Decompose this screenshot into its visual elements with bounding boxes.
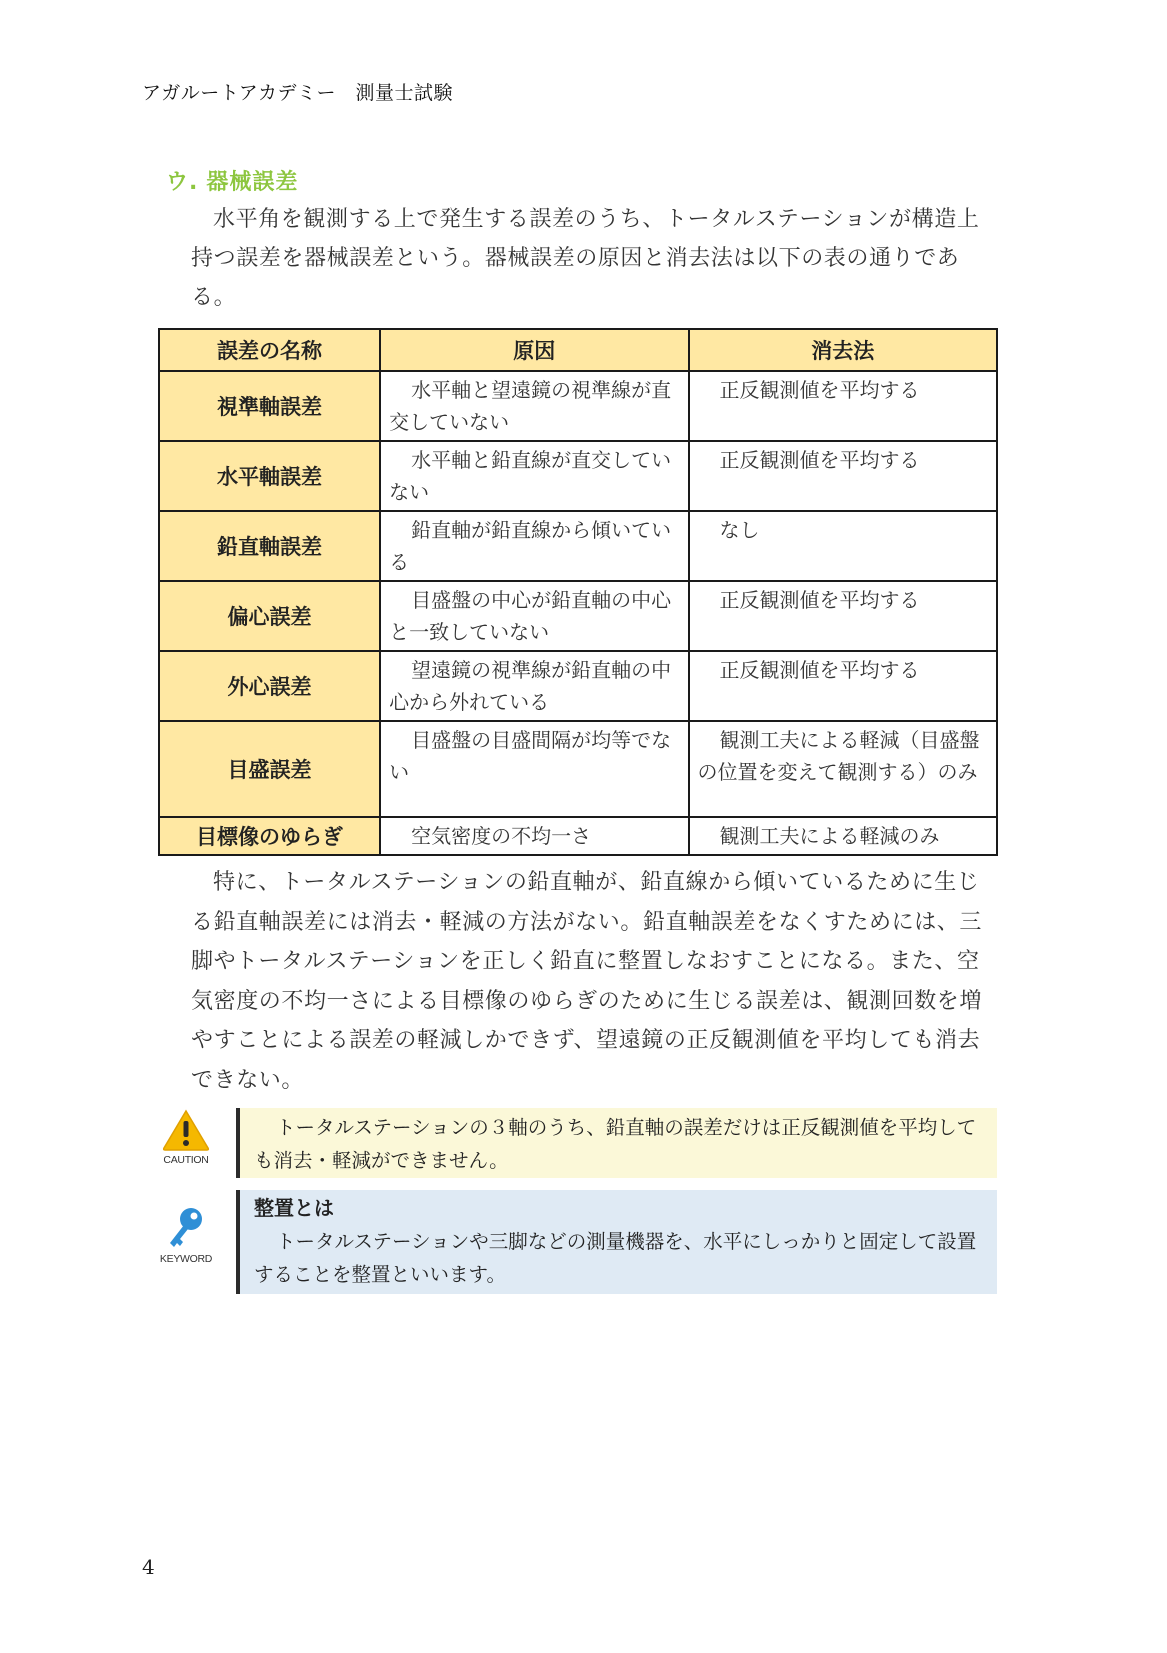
table-row bbox=[159, 371, 997, 441]
caution-icon bbox=[156, 1108, 216, 1166]
error-name-cell: 偏心誤差 bbox=[159, 581, 380, 651]
instrument-error-table bbox=[158, 328, 998, 856]
caution-label: CAUTION bbox=[163, 1154, 209, 1166]
remedy-cell: 正反観測値を平均する bbox=[689, 581, 997, 651]
key-icon bbox=[156, 1205, 216, 1265]
running-header: アガルートアカデミー 測量士試験 bbox=[142, 82, 454, 104]
column-header-remedy: 消去法 bbox=[689, 329, 997, 371]
remedy-cell: 観測工夫による軽減のみ bbox=[689, 817, 997, 855]
remedy-cell: 正反観測値を平均する bbox=[689, 651, 997, 721]
cause-cell: 目盛盤の中心が鉛直軸の中心と一致していない bbox=[380, 581, 688, 651]
cause-cell: 鉛直軸が鉛直線から傾いている bbox=[380, 511, 688, 581]
column-header-cause: 原因 bbox=[380, 329, 688, 371]
table-row bbox=[159, 511, 997, 581]
cause-cell: 空気密度の不均一さ bbox=[380, 817, 688, 855]
remedy-cell: 正反観測値を平均する bbox=[689, 441, 997, 511]
table-row bbox=[159, 581, 997, 651]
cause-cell: 目盛盤の目盛間隔が均等でない bbox=[380, 721, 688, 817]
section-heading bbox=[166, 165, 298, 196]
cause-cell: 水平軸と鉛直線が直交していない bbox=[380, 441, 688, 511]
warning-triangle-icon bbox=[161, 1108, 211, 1152]
table-row bbox=[159, 721, 997, 817]
column-header-name: 誤差の名称 bbox=[159, 329, 380, 371]
table-row bbox=[159, 817, 997, 855]
cause-cell: 望遠鏡の視準線が鉛直軸の中心から外れている bbox=[380, 651, 688, 721]
keyword-title: 整置とは bbox=[254, 1196, 334, 1220]
remedy-cell: 観測工夫による軽減（目盛盤の位置を変えて観測する）のみ bbox=[689, 721, 997, 817]
section-number: ウ. bbox=[166, 170, 199, 195]
keyword-label: KEYWORD bbox=[159, 1253, 213, 1265]
error-name-cell: 視準軸誤差 bbox=[159, 371, 380, 441]
intro-paragraph: 水平角を観測する上で発生する誤差のうち、トータルステーションが構造上持つ誤差を器械誤差という。器械誤差の原因と消去法は以下の表の通りである。 bbox=[191, 207, 980, 310]
remedy-cell: なし bbox=[689, 511, 997, 581]
error-name-cell: 鉛直軸誤差 bbox=[159, 511, 380, 581]
error-name-cell: 目盛誤差 bbox=[159, 721, 380, 817]
section-title-text: 器械誤差 bbox=[206, 170, 299, 195]
error-name-cell: 外心誤差 bbox=[159, 651, 380, 721]
caution-note bbox=[236, 1108, 997, 1178]
key-glyph-icon bbox=[164, 1205, 208, 1251]
remedy-cell: 正反観測値を平均する bbox=[689, 371, 997, 441]
cause-cell: 水平軸と望遠鏡の視準線が直交していない bbox=[380, 371, 688, 441]
table-row bbox=[159, 441, 997, 511]
page-number: 4 bbox=[142, 1555, 155, 1579]
caution-text: トータルステーションの３軸のうち、鉛直軸の誤差だけは正反観測値を平均しても消去・軽減ができません。 bbox=[254, 1116, 977, 1172]
error-name-cell: 目標像のゆらぎ bbox=[159, 817, 380, 855]
table-row bbox=[159, 651, 997, 721]
explanation-paragraph: 特に、トータルステーションの鉛直軸が、鉛直線から傾いているために生じる鉛直軸誤差には消去・軽減の方法がない。鉛直軸誤差をなくすためには、三脚やトータルステーションを正しく鉛直に整置しなおすことになる。また、空気密度の不均一さによる目標像のゆらぎのために生じる誤差は、観測回数を増やすことによる誤差の軽減しかできず、望遠鏡の正反観測値を平均しても消去できない。 bbox=[191, 870, 983, 1093]
table-header-row bbox=[159, 329, 997, 371]
keyword-note bbox=[236, 1190, 997, 1294]
keyword-text: トータルステーションや三脚などの測量機器を、水平にしっかりと固定して設置することを整置といいます。 bbox=[254, 1230, 977, 1286]
error-name-cell: 水平軸誤差 bbox=[159, 441, 380, 511]
